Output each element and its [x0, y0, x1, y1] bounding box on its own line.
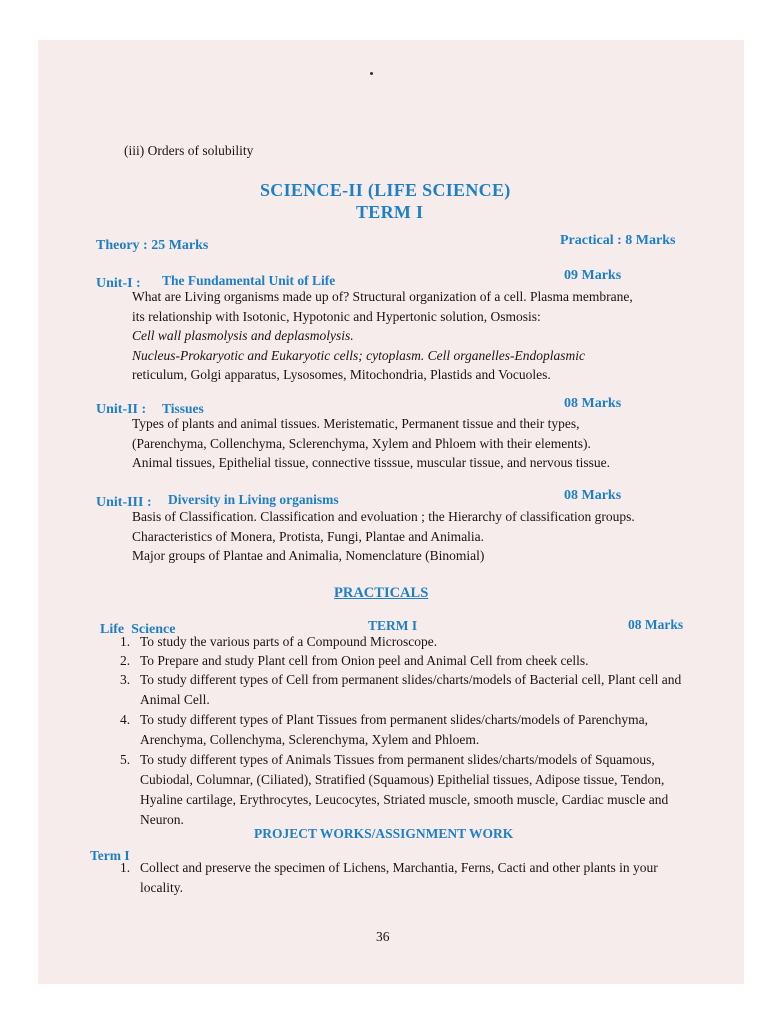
- stray-mark: [370, 72, 373, 75]
- document-page: [38, 40, 744, 984]
- practicals-term: TERM I: [368, 618, 418, 633]
- unit-2-label: Unit-II :: [96, 402, 147, 417]
- page-subtitle: TERM I: [356, 202, 424, 222]
- project-heading: PROJECT WORKS/ASSIGNMENT WORK: [254, 826, 514, 841]
- page-number: 36: [376, 929, 390, 944]
- project-term-label: Term I: [90, 848, 130, 863]
- unit-2-line: Animal tissues, Epithelial tissue, connective tisssue, muscular tissue, and nervous tissue.: [132, 455, 611, 470]
- practical-item-number: 5.: [120, 752, 131, 767]
- unit-3-name: Diversity in Living organisms: [168, 492, 339, 507]
- unit-1-line: reticulum, Golgi apparatus, Lysosomes, Mitochondria, Plastids and Vocuoles.: [132, 367, 551, 382]
- practicals-marks: 08 Marks: [628, 617, 684, 632]
- practical-item-text: To study different types of Cell from permanent slides/charts/models of Bacterial cell, Plant cell and Animal Cell.: [140, 672, 682, 707]
- unit-1-label: Unit-I :: [96, 276, 141, 291]
- unit-2-name: Tissues: [162, 401, 204, 416]
- practicals-section-label: Life Science: [100, 622, 176, 637]
- practical-item-text: To study different types of Animals Tissues from permanent slides/charts/models of Squamous, Cubiodal, Columnar, (Ciliated), Stratified (Squamous) Epithelial tissues, Adipose tissue, Tendon, Hyaline cartilage, Erythrocytes, Leucocytes, Striated muscle, smooth muscle, Cardiac muscle and Neuron.: [140, 752, 669, 827]
- unit-3-label: Unit-III :: [96, 495, 152, 510]
- unit-2-line: (Parenchyma, Collenchyma, Sclerenchyma, Xylem and Phloem with their elements).: [132, 436, 591, 451]
- practical-item-number: 3.: [120, 672, 131, 687]
- practical-item-number: 1.: [120, 634, 131, 649]
- unit-3-marks: 08 Marks: [564, 488, 622, 503]
- unit-3-line: Characteristics of Monera, Protista, Fungi, Plantae and Animalia.: [132, 529, 485, 544]
- project-item-number: 1.: [120, 860, 131, 875]
- theory-marks: Theory : 25 Marks: [96, 238, 209, 253]
- practical-item-text: To Prepare and study Plant cell from Onion peel and Animal Cell from cheek cells.: [140, 653, 589, 668]
- unit-3-line: Basis of Classification. Classification and evoluation ; the Hierarchy of classification groups.: [132, 509, 635, 524]
- unit-2-line: Types of plants and animal tissues. Meristematic, Permanent tissue and their types,: [132, 416, 580, 431]
- unit-1-line: its relationship with Isotonic, Hypotonic and Hypertonic solution, Osmosis:: [132, 309, 541, 324]
- practical-item-text: To study different types of Plant Tissues from permanent slides/charts/models of Parenchyma, Arenchyma, Collenchyma, Sclerenchyma, Xylem and Phloem.: [140, 712, 648, 747]
- unit-2-marks: 08 Marks: [564, 396, 622, 411]
- unit-1-marks: 09 Marks: [564, 268, 622, 283]
- unit-1-line: What are Living organisms made up of? Structural organization of a cell. Plasma membrane,: [132, 289, 633, 304]
- practical-item-number: 4.: [120, 712, 131, 727]
- practical-item-number: 2.: [120, 653, 131, 668]
- top-item: (iii) Orders of solubility: [124, 143, 254, 158]
- unit-1-line: Cell wall plasmolysis and deplasmolysis.: [132, 328, 354, 343]
- unit-1-line: Nucleus-Prokaryotic and Eukaryotic cells; cytoplasm. Cell organelles-Endoplasmic: [132, 348, 586, 363]
- practicals-heading: PRACTICALS: [334, 585, 429, 601]
- page-title: SCIENCE-II (LIFE SCIENCE): [260, 180, 511, 200]
- unit-3-line: Major groups of Plantae and Animalia, Nomenclature (Binomial): [132, 548, 485, 563]
- practical-marks: Practical : 8 Marks: [560, 233, 676, 248]
- project-item-text: Collect and preserve the specimen of Lichens, Marchantia, Ferns, Cacti and other plants in your locality.: [140, 860, 658, 895]
- unit-1-name: The Fundamental Unit of Life: [162, 273, 336, 288]
- practical-item-text: To study the various parts of a Compound Microscope.: [140, 634, 438, 649]
